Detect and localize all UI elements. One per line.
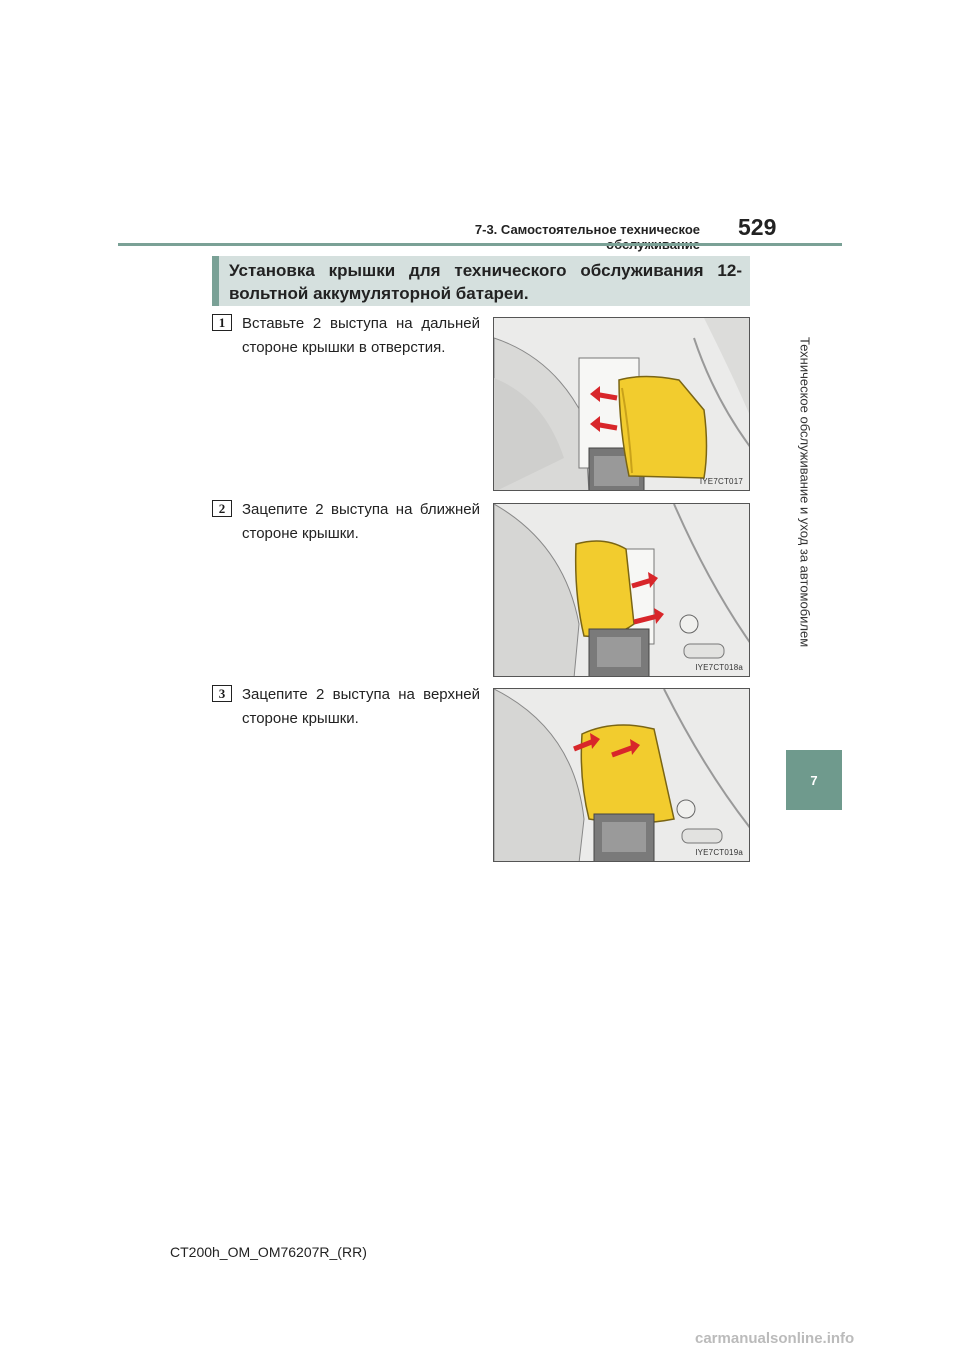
- step-number-2: 2: [212, 500, 232, 517]
- watermark: carmanualsonline.info: [695, 1330, 855, 1347]
- footer-document-id: CT200h_OM_OM76207R_(RR): [170, 1244, 367, 1260]
- section-title: Установка крышки для технического обслуживания 12-вольтной аккумуляторной батареи.: [212, 256, 750, 306]
- chapter-side-label: Техническое обслуживание и уход за автомобилем: [797, 336, 813, 648]
- image-code-2: IYE7CT018a: [695, 663, 743, 672]
- illustration-step-2: [493, 503, 750, 677]
- chapter-tab[interactable]: [786, 750, 842, 810]
- step-number-3: 3: [212, 685, 232, 702]
- illustration-step-3: [493, 688, 750, 862]
- chapter-number: 7: [810, 772, 818, 788]
- step-text-1: Вставьте 2 выступа на дальней стороне крышки в отверстия.: [242, 315, 480, 356]
- image-code-1: IYE7CT017: [699, 477, 743, 486]
- header-rule: [118, 243, 842, 246]
- page-number: 529: [738, 214, 777, 240]
- step-text-2: Зацепите 2 выступа на ближней стороне крышки.: [242, 501, 480, 542]
- header-section-title: 7-3. Самостоятельное техническое: [474, 222, 700, 237]
- image-code-3: IYE7CT019a: [695, 848, 743, 857]
- illustration-step-1: [493, 317, 750, 491]
- step-number-1: 1: [212, 314, 232, 331]
- step-text-3: Зацепите 2 выступа на верхней стороне крышки.: [242, 686, 480, 727]
